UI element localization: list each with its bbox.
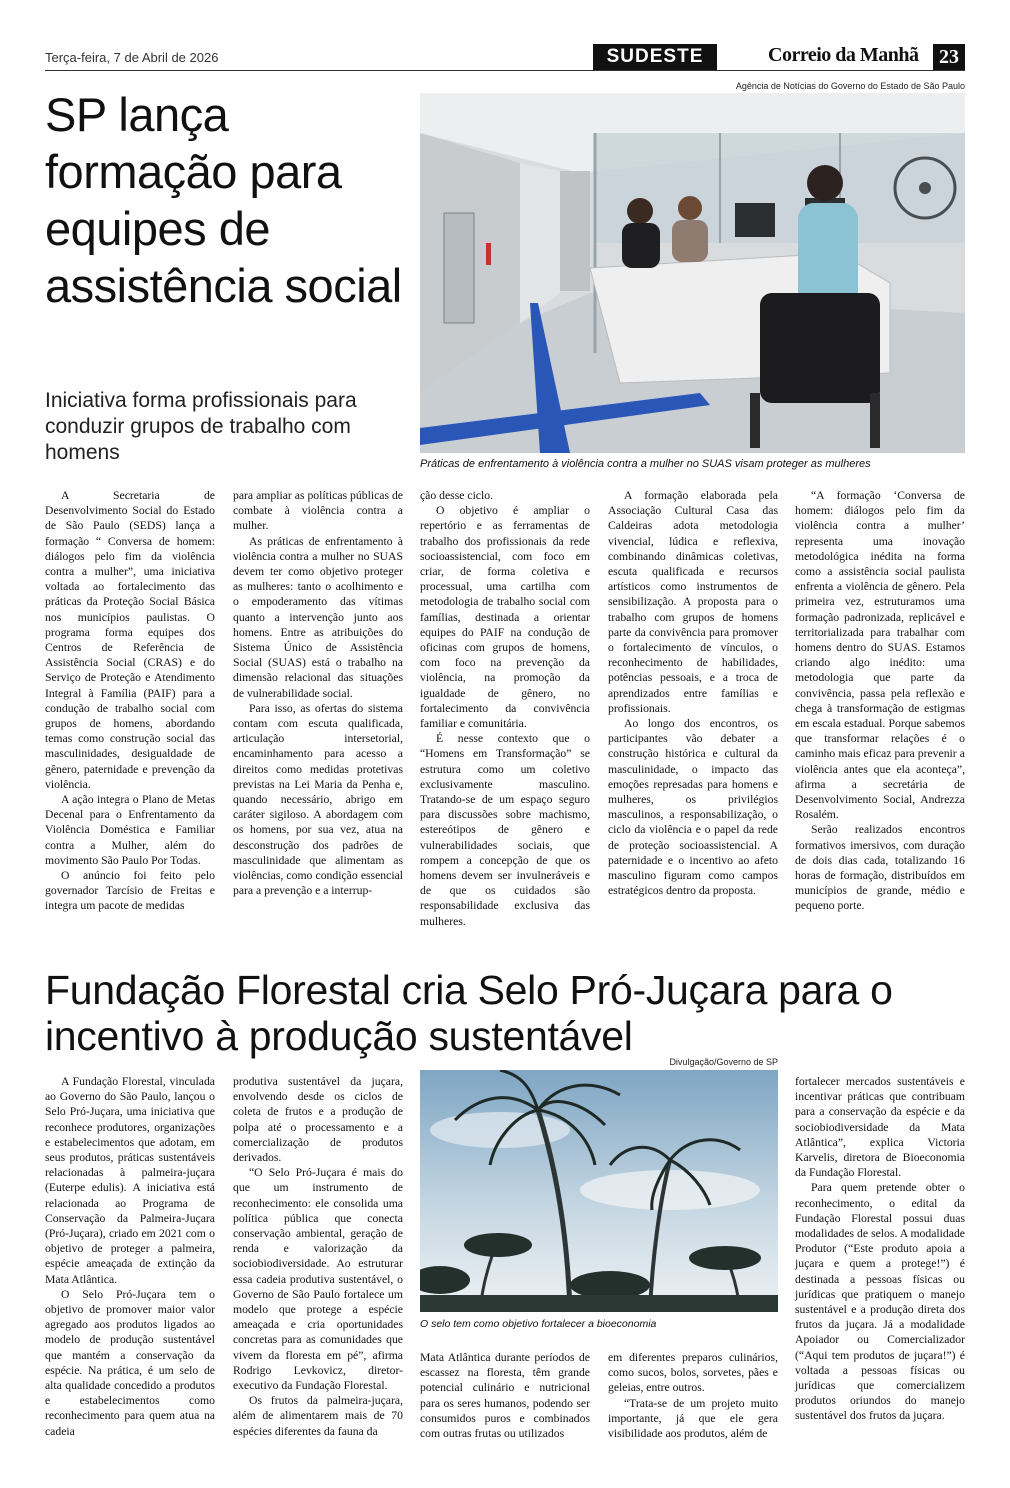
page-number: 23 xyxy=(933,44,965,70)
paragraph: A formação elaborada pela Associação Cultural Casa das Caldeiras adota metodologia vivencial, lúdica e reflexiva, combinando dinâmicas coletivas, escuta qualificada e recursos artísticos como instrumentos de sensibilização. A proposta para o trabalho com grupos de homens parte da convivência para promover o fortalecimento de vínculos, o reconhecimento de habilidades, potências pessoais, e a troca de aprendizados entre famílias e profissionais. xyxy=(608,489,778,715)
article2-column-5 xyxy=(795,1074,965,1424)
paragraph: Serão realizados encontros formativos imersivos, com duração de dois dias cada, totalizando 16 horas de formação, distribuídos em municípios de grande, médio e pequeno porte. xyxy=(795,823,965,913)
article1-headline: SP lança formação para equipes de assistência social xyxy=(45,88,402,312)
article1-column-1 xyxy=(45,488,215,914)
article2-column-4 xyxy=(608,1350,778,1441)
paragraph: Ao longo dos encontros, os participantes vão debater a construção histórica e cultural da masculinidade, o impacto das emoções represadas para homens e mulheres, os privilégios masculinos, a responsabilização, o ciclo da violência e o papel da rede de proteção socioassistencial. A paternidade e o incentivo ao afeto masculino figuram como campos estratégicos dentro da proposta. xyxy=(608,717,778,898)
paragraph: produtiva sustentável da juçara, envolvendo desde os ciclos de coleta de frutos e a produção de polpa até o processamento e a comercialização de produtos derivados. xyxy=(233,1075,403,1165)
paragraph: Os frutos da palmeira-juçara, além de alimentarem mais de 70 espécies diferentes da fauna da xyxy=(233,1394,403,1438)
palm-trees-image xyxy=(420,1070,778,1312)
article2-column-3 xyxy=(420,1350,590,1441)
paragraph: O anúncio foi feito pelo governador Tarcísio de Freitas e integra um pacote de medidas xyxy=(45,869,215,913)
article2-photo-caption: O selo tem como objetivo fortalecer a bioeconomia xyxy=(420,1318,657,1330)
paragraph: Para quem pretende obter o reconhecimento, o edital da Fundação Florestal possui duas modalidades de selos. A modalidade Produtor (“Este produto apoia a juçara e quem a protege!”) é destinada a pessoas físicas ou jurídicas que pratiquem o manejo sustentável e a produção direta dos frutos da juçara. Já a modalidade Apoiador ou Comercializador (“Aqui tem produtos de juçara!”) é voltada a pessoas físicas ou jurídicas que comercializem produtos oriundos do manejo sustentável dos frutos da juçara. xyxy=(795,1181,965,1423)
article1-column-3 xyxy=(420,488,590,929)
paragraph: A ação integra o Plano de Metas Decenal para o Enfrentamento da Violência Doméstica e Familiar contra a Mulher, além do movimento São Paulo Por Todas. xyxy=(45,793,215,867)
article1-photo xyxy=(420,93,965,453)
newspaper-brand: Correio da Manhã xyxy=(768,44,919,66)
paragraph: O Selo Pró-Juçara tem o objetivo de promover maior valor agregado aos produtos ligados ao modelo de produção sustentável que mantém a conservação da espécie. Na prática, é um selo de alta qualidade concedido a produtos e estabelecimentos como reconhecimento para quem atua na cadeia xyxy=(45,1287,215,1438)
article1-photo-credit: Agência de Notícias do Governo do Estado de São Paulo xyxy=(735,81,965,91)
article2-photo-credit: Divulgação/Governo de SP xyxy=(669,1057,778,1067)
paragraph: O objetivo é ampliar o repertório e as ferramentas de trabalho dos profissionais da rede socioassistencial, com foco em criar, de forma coletiva e processual, uma cartilha com metodologia de trabalho social com famílias, destinada a orientar equipes do PAIF na condução de oficinas com grupos de homens, com foco na prevenção da violência, na promoção da igualdade de gênero, no fortalecimento da convivência familiar e comunitária. xyxy=(420,504,590,731)
office-scene-image xyxy=(420,93,965,453)
paragraph: “Trata-se de um projeto muito importante, já que ele gera visibilidade aos produtos, além de xyxy=(608,1396,778,1441)
issue-date: Terça-feira, 7 de Abril de 2026 xyxy=(45,50,219,65)
paragraph: É nesse contexto que o “Homens em Transformação” se estrutura como um coletivo exclusivamente masculino. Tratando-se de um espaço seguro para discussões sobre machismo, estereótipos de gênero e vulnerabilidades sociais, que rompem a concepção de que os homens devem ser invulneráveis e de que os cuidados são responsabilidade exclusiva das mulheres. xyxy=(420,732,590,928)
article1-column-5 xyxy=(795,488,965,914)
paragraph: ção desse ciclo. xyxy=(420,489,494,502)
article2-headline: Fundação Florestal cria Selo Pró-Juçara para o incentivo à produção sustentável xyxy=(45,967,893,1059)
header-rule xyxy=(45,70,965,71)
paragraph: Para isso, as ofertas do sistema contam com escuta qualificada, articulação intersetorial, encaminhamento para acesso a direitos como medidas protetivas previstas na Lei Maria da Penha e, quando necessário, abrigo em caráter sigiloso. A abordagem com os homens, por sua vez, atua na desconstrução dos padrões de masculinidade que alimentam as violências, como condição essencial para a prevenção e a interrup- xyxy=(233,701,403,898)
article2-column-2 xyxy=(233,1074,403,1439)
paragraph: “A formação ‘Conversa de homem: diálogos pelo fim da violência contra a mulher’ representa uma inovação metodológica inédita na forma como a assistência social paulista enfrenta a violência de gênero. Pela primeira vez, estruturamos uma formação padronizada, replicável e territorializada para trabalhar com homens dentro do SUAS. Estamos criando algo inédito: uma metodologia que parte da convivência, passa pela reflexão e chega à transformação de estigmas em escala estadual. Porque sabemos que transformar relações é o caminho mais eficaz para prevenir a violência antes que ela aconteça”, afirma a secretária de Desenvolvimento Social, Andrezza Rosalém. xyxy=(795,489,965,822)
article1-column-4 xyxy=(608,488,778,898)
section-label: SUDESTE xyxy=(593,44,717,70)
paragraph: A Fundação Florestal, vinculada ao Governo do São Paulo, lançou o Selo Pró-Juçara, uma iniciativa que reconhece produtores, organizações e estabelecimentos que adotam, em seus produtos, práticas sustentáveis relacionadas à palmeira-juçara (Euterpe edulis). A iniciativa está relacionada ao Programa de Conservação da Palmeira-Juçara (Pró-Juçara), criado em 2021 com o objetivo de proteger a palmeira, espécie ameaçada de extinção da Mata Atlântica. xyxy=(45,1075,215,1286)
paragraph: Mata Atlântica durante períodos de escassez na floresta, têm grande potencial culinário e nutricional para os seres humanos, podendo ser consumidos puros e combinados com outras frutas ou utilizados xyxy=(420,1351,590,1441)
paragraph: para ampliar as políticas públicas de combate à violência contra a mulher. xyxy=(233,489,403,533)
article1-column-2 xyxy=(233,488,403,898)
paragraph: As práticas de enfrentamento à violência contra a mulher no SUAS devem ter como objetivo proteger as mulheres: tanto o acolhimento e o empoderamento das vítimas quanto a intervenção junto aos homens. Entre as atribuições do Sistema Único de Assistência Social (SUAS) está o trabalho na dimensão relacional das situações de vulnerabilidade social. xyxy=(233,534,403,700)
paragraph: em diferentes preparos culinários, como sucos, bolos, sorvetes, pães e geleias, entre outros. xyxy=(608,1351,778,1395)
article1-subtitle: Iniciativa forma profissionais para conduzir grupos de trabalho com homens xyxy=(45,389,357,464)
paragraph: “O Selo Pró-Juçara é mais do que um instrumento de reconhecimento: ele consolida uma política pública que conecta conservação ambiental, geração de renda e valorização da sociobiodiversidade. Ao estruturar essa cadeia produtiva sustentável, o Governo de São Paulo fortalece um modelo que protege a espécie ameaçada e cria oportunidades concretas para as comunidades que vivem da floresta em pé”, afirma Rodrigo Levkovicz, diretor-executivo da Fundação Florestal. xyxy=(233,1166,403,1393)
article2-column-1 xyxy=(45,1074,215,1439)
paragraph: A Secretaria de Desenvolvimento Social do Estado de São Paulo (SEDS) lança a formação “ Conversa de homem: diálogos pelo fim da violência contra a mulher”, uma iniciativa voltada ao fortalecimento das práticas da Proteção Social Básica nos municípios paulistas. O programa forma equipes dos Centros de Referência de Assistência Social (CRAS) e do Serviço de Proteção e Atendimento Integral à Família (PAIF) para a condução de trabalho social com grupos de homens, abordando temas como construção social das masculinidades, desigualdade de gênero, paternidade e prevenção da violência. xyxy=(45,489,215,791)
article1-photo-caption: Práticas de enfrentamento à violência contra a mulher no SUAS visam proteger as mulheres xyxy=(420,458,871,470)
article2-photo xyxy=(420,1070,778,1312)
paragraph: fortalecer mercados sustentáveis e incentivar práticas que contribuam para a conservação da espécie e da sociobiodiversidade da Mata Atlântica”, explica Victoria Karvelis, diretora de Bioeconomia da Fundação Florestal. xyxy=(795,1075,965,1180)
